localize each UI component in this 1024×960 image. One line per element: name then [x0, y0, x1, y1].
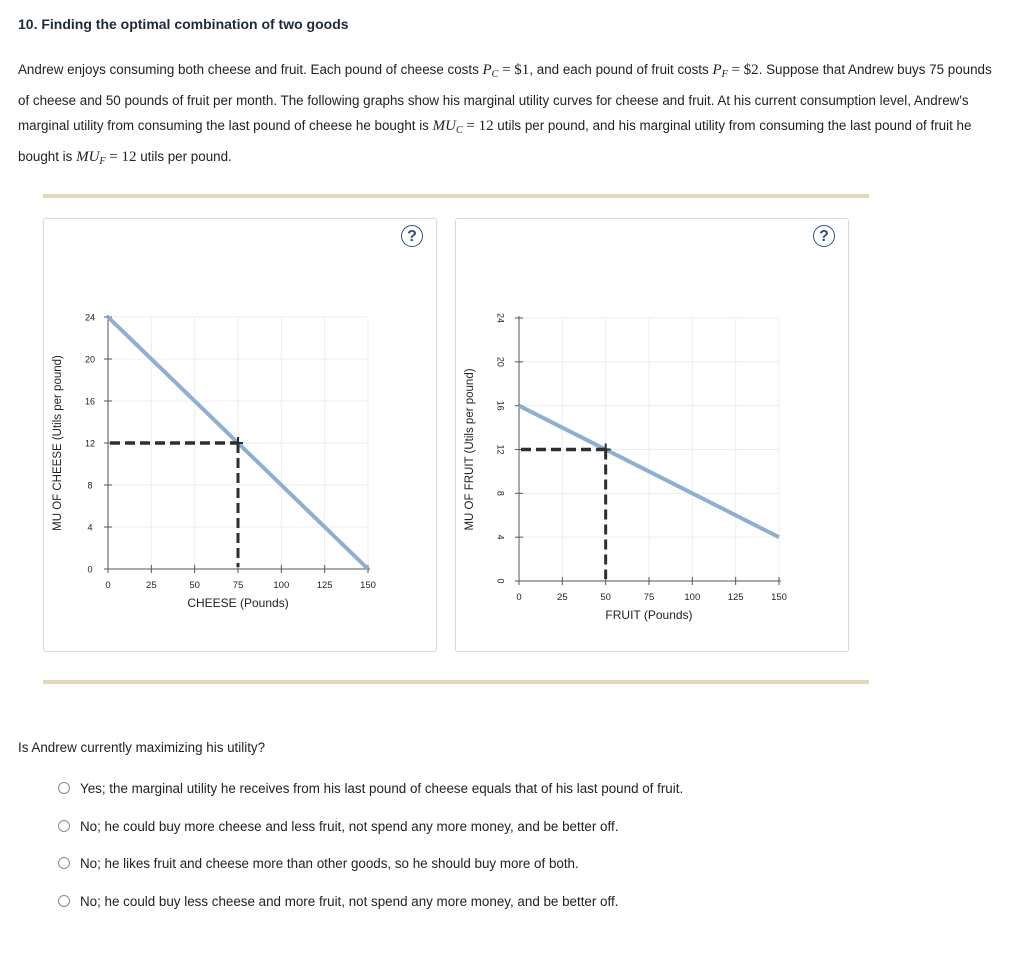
- x-tick-label: 150: [771, 592, 787, 603]
- y-tick-label: 12: [495, 444, 506, 455]
- x-tick-label: 100: [684, 592, 701, 603]
- x-axis-title: FRUIT (Pounds): [605, 608, 693, 622]
- mu-fruit-value: $MU_F = 12$: [76, 148, 137, 167]
- y-tick-label: 16: [495, 400, 506, 411]
- answer-option-4[interactable]: [58, 894, 683, 932]
- y-tick-label: 8: [495, 490, 506, 496]
- x-tick-label: 25: [557, 592, 568, 603]
- x-tick-label: 0: [516, 592, 522, 603]
- y-axis-title: MU OF CHEESE (Utils per pound): [52, 355, 64, 531]
- intro-text-5: utils per pound.: [136, 148, 232, 164]
- x-tick-label: 75: [232, 580, 244, 591]
- y-tick-label: 0: [87, 564, 93, 575]
- help-icon[interactable]: ?: [401, 225, 423, 247]
- fruit-graph-panel: [455, 218, 849, 652]
- answer-option-3[interactable]: [58, 856, 683, 894]
- option-label: No; he could buy more cheese and less fruit, not spend any more money, and be better off.: [80, 818, 619, 834]
- x-tick-label: 0: [105, 580, 111, 591]
- x-tick-label: 50: [189, 580, 200, 591]
- answer-options: [58, 781, 683, 931]
- intro-text-1: Andrew enjoys consuming both cheese and fruit. Each pound of cheese costs: [18, 62, 483, 77]
- x-tick-label: 125: [316, 580, 333, 591]
- y-tick-label: 8: [87, 480, 93, 491]
- cheese-graph-panel: [43, 218, 437, 652]
- option-label: No; he likes fruit and cheese more than other goods, so he should buy more of both.: [80, 856, 579, 871]
- radio-icon[interactable]: [58, 895, 70, 907]
- intro-text-4: utils per pound, and his marginal utility from consuming the last pound of fruit he bought is: [18, 118, 972, 164]
- option-label: Yes; the marginal utility he receives from his last pound of cheese equals that of his last pound of fruit.: [80, 781, 684, 796]
- x-tick-label: 125: [727, 592, 744, 603]
- top-divider: [43, 194, 869, 198]
- cheese-mu-chart[interactable]: [44, 219, 438, 653]
- y-tick-label: 12: [84, 438, 96, 449]
- x-tick-label: 50: [600, 592, 611, 603]
- price-cheese: $P_C$ = $1: [482, 62, 530, 80]
- intro-text-3: . Suppose that Andrew buys 75 pounds of cheese and 50 pounds of fruit per month. The following graphs show his marginal utility curves for cheese and fruit. At his current consumption level, Andrew's marginal utility from consuming the last pound of cheese he bought is: [18, 62, 992, 133]
- question-prompt: Is Andrew currently maximizing his utility?: [18, 740, 266, 755]
- radio-icon[interactable]: [58, 820, 70, 832]
- y-tick-label: 4: [495, 534, 506, 540]
- x-tick-label: 75: [643, 592, 655, 603]
- x-tick-label: 100: [273, 580, 290, 591]
- help-icon[interactable]: ?: [813, 225, 835, 247]
- x-tick-label: 150: [360, 580, 376, 591]
- x-tick-label: 25: [146, 580, 157, 591]
- y-tick-label: 16: [84, 396, 96, 407]
- intro-text-2: , and each pound of fruit costs: [529, 62, 713, 77]
- y-tick-label: 4: [87, 522, 93, 533]
- question-intro: [18, 57, 998, 174]
- radio-icon[interactable]: [58, 782, 70, 794]
- question-title: 10. Finding the optimal combination of two goods: [18, 16, 349, 32]
- answer-option-1[interactable]: [58, 781, 683, 819]
- y-tick-label: 20: [84, 354, 96, 365]
- radio-icon[interactable]: [58, 857, 70, 869]
- y-axis-title: MU OF FRUIT (Utils per pound): [464, 368, 476, 531]
- y-tick-label: 0: [495, 578, 506, 584]
- y-tick-label: 24: [495, 312, 506, 324]
- price-fruit: $P_F$ = $2: [712, 62, 759, 80]
- y-tick-label: 24: [84, 312, 96, 323]
- mu-cheese-value: $MU_C = 12$: [432, 118, 494, 136]
- bottom-divider: [43, 680, 869, 684]
- answer-option-2[interactable]: [58, 819, 683, 857]
- fruit-mu-chart[interactable]: [456, 219, 850, 653]
- option-label: No; he could buy less cheese and more fruit, not spend any more money, and be better off.: [80, 893, 619, 909]
- y-tick-label: 20: [495, 356, 506, 367]
- x-axis-title: CHEESE (Pounds): [187, 596, 289, 610]
